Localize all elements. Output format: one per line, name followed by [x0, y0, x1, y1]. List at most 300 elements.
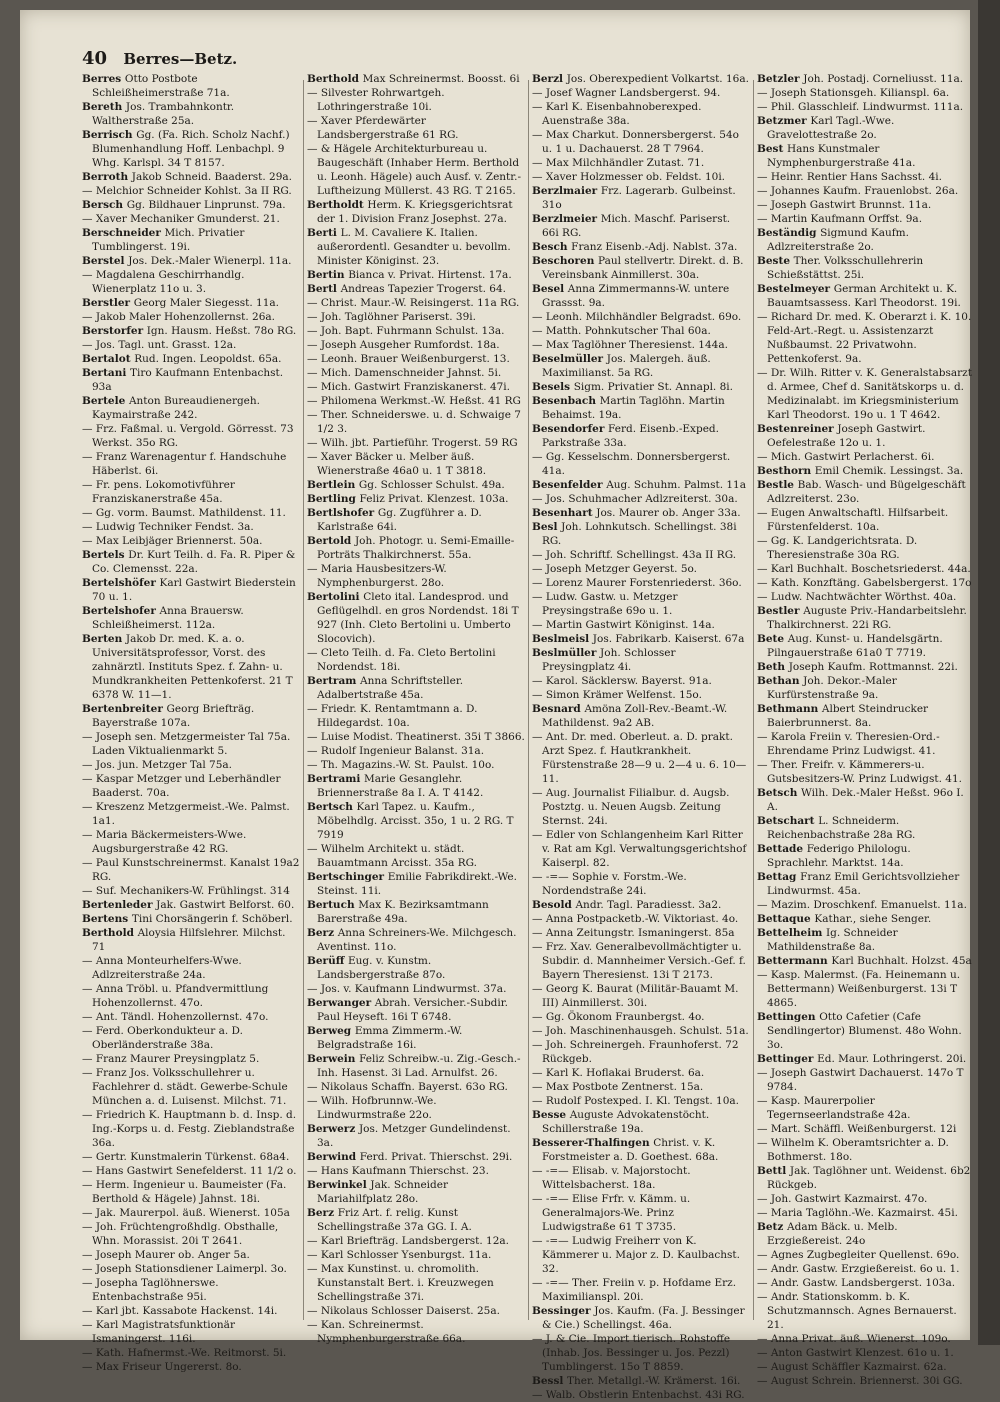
- entry-surname: Bettag: [757, 871, 801, 883]
- directory-entry: [532, 352, 750, 380]
- entry-surname: Besserer-Thalfingen: [532, 1137, 654, 1149]
- directory-entry: [757, 674, 975, 702]
- entry-details: Wilh. Dek.-Maler Heßst. 96o I. A.: [767, 787, 964, 813]
- entry-details: Ferd. Privat. Thierschst. 29i.: [359, 1151, 513, 1163]
- entry-surname: Bertuch: [307, 899, 359, 911]
- directory-entry: [757, 632, 975, 660]
- directory-entry: [82, 296, 300, 310]
- directory-entry: [82, 1066, 300, 1108]
- entry-surname: Besnard: [532, 703, 585, 715]
- entry-details: — Suf. Mechanikers-W. Frühlingst. 314: [82, 885, 290, 897]
- directory-entry: [307, 142, 525, 198]
- entry-details: Gg. (Fa. Rich. Scholz Nachf.) Blumenhandlung Hoff. Lenbachpl. 9 Whg. Karlspl. 34 T 8157.: [92, 129, 290, 169]
- directory-entry: [307, 114, 525, 142]
- entry-details: — Luise Modist. Theatinerst. 35i T 3866.: [307, 731, 525, 743]
- entry-details: Auguste Priv.-Handarbeitslehr. Thalkirchnerst. 22i RG.: [767, 605, 967, 631]
- entry-surname: Bersch: [82, 199, 127, 211]
- directory-entry: [757, 254, 975, 282]
- directory-entry: [532, 912, 750, 926]
- directory-entry: [307, 590, 525, 646]
- entry-surname: Bertlein: [307, 479, 359, 491]
- entry-details: L. M. Cavaliere K. Italien. außerordentl. Gesandter u. bevollm. Minister Königinst. 23.: [317, 227, 511, 267]
- entry-details: Friz Art. f. relig. Kunst Schellingstraße 37a GG. I. A.: [317, 1207, 472, 1233]
- directory-entry: [757, 282, 975, 310]
- directory-entry: [82, 884, 300, 898]
- entry-details: — Anna Privat. äuß. Wienerst. 109o.: [757, 1333, 951, 1345]
- directory-entry: [307, 954, 525, 982]
- entry-details: Hans Kunstmaler Nymphenburgerstraße 41a.: [767, 143, 916, 169]
- entry-details: Dr. Kurt Teilh. d. Fa. R. Piper & Co. Clemensst. 22a.: [92, 549, 296, 575]
- entry-details: Anna Schriftsteller. Adalbertstraße 45a.: [317, 675, 464, 701]
- entry-details: — Joh. Taglöhner Pariserst. 39i.: [307, 311, 476, 323]
- entry-details: — Martin Gastwirt Königinst. 14a.: [532, 619, 715, 631]
- column-2: [307, 72, 525, 1345]
- entry-surname: Berwerz: [307, 1123, 359, 1135]
- directory-entry: [757, 562, 975, 576]
- entry-details: — Th. Magazins.-W. St. Paulst. 10o.: [307, 759, 495, 771]
- directory-entry: [82, 1262, 300, 1276]
- directory-entry: [532, 702, 750, 730]
- entry-details: — Jos. Tagl. unt. Grasst. 12a.: [82, 339, 237, 351]
- entry-details: Joh. Postadj. Corneliusst. 11a.: [803, 73, 964, 85]
- entry-details: Christ. v. K. Forstmeister a. D. Goethest. 68a.: [542, 1137, 719, 1163]
- entry-details: Joh. Schlosser Preysingplatz 4i.: [542, 647, 676, 673]
- entry-details: Georg Briefträg. Bayerstraße 107a.: [92, 703, 255, 729]
- directory-entry: [82, 828, 300, 856]
- directory-entry: [307, 492, 525, 506]
- directory-entry: [757, 212, 975, 226]
- directory-entry: [82, 758, 300, 772]
- entry-details: Jos. Malergeh. äuß. Maximilianst. 5a RG.: [542, 353, 711, 379]
- entry-details: Andreas Tapezier Trogerst. 64.: [340, 283, 507, 295]
- entry-details: Ther. Metallgl.-W. Krämerst. 16i.: [567, 1375, 741, 1387]
- directory-entry: [757, 142, 975, 170]
- entry-details: — Anna Zeitungstr. Ismaningerst. 85a: [532, 927, 735, 939]
- entry-details: Adam Bäck. u. Melb. Erzgießereist. 24o: [767, 1221, 898, 1247]
- directory-entry: [307, 1164, 525, 1178]
- entry-details: Mich. Maschf. Pariserst. 66i RG.: [542, 213, 731, 239]
- entry-details: Joh. Lohnkutsch. Schellingst. 38i RG.: [542, 521, 737, 547]
- entry-details: — Joh. Maschinenhausgeh. Schulst. 51a.: [532, 1025, 749, 1037]
- directory-entry: [757, 1332, 975, 1346]
- entry-details: — Ther. Schneiderswe. u. d. Schwaige 7 1/2 3.: [307, 409, 521, 435]
- directory-entry: [307, 926, 525, 954]
- directory-entry: [82, 100, 300, 128]
- entry-details: Emma Zimmerm.-W. Belgradstraße 16i.: [317, 1025, 463, 1051]
- directory-entry: [532, 982, 750, 1010]
- directory-entry: [532, 100, 750, 128]
- entry-details: Abrah. Versicher.-Subdir. Paul Heyseft. 16i T 6748.: [317, 997, 508, 1023]
- entry-details: Jos. Oberexpedient Volkartst. 16a.: [566, 73, 749, 85]
- entry-details: Anton Bureaudienergeh. Kaymairstraße 242.: [92, 395, 260, 421]
- entry-details: Emilie Fabrikdirekt.-We. Steinst. 11i.: [317, 871, 517, 897]
- directory-entry: [82, 1346, 300, 1360]
- directory-entry: [757, 170, 975, 184]
- directory-entry: [307, 268, 525, 282]
- entry-details: — Paul Kunstschreinermst. Kanalst 19a2 RG.: [82, 857, 300, 883]
- directory-entry: [82, 1248, 300, 1262]
- entry-details: Feliz Schreibw.-u. Zig.-Gesch.-Inh. Hasenst. 3i Lad. Arnulfst. 26.: [317, 1053, 521, 1079]
- directory-entry: [82, 604, 300, 632]
- entry-details: — Kaspar Metzger und Leberhändler Baaderst. 70a.: [82, 773, 281, 799]
- entry-details: Anna Schreiners-We. Milchgesch. Aventinst. 11o.: [317, 927, 517, 953]
- entry-details: Gg. Bildhauer Linprunst. 79a.: [126, 199, 286, 211]
- directory-entry: [82, 254, 300, 268]
- entry-details: Otto Postbote Schleißheimerstraße 71a.: [92, 73, 230, 99]
- directory-entry: [307, 996, 525, 1024]
- entry-details: — Kath. Hafnermst.-We. Reitmorst. 5i.: [82, 1347, 287, 1359]
- entry-details: — Ferd. Oberkondukteur a. D. Oberländerstraße 38a.: [82, 1025, 243, 1051]
- directory-entry: [307, 1262, 525, 1304]
- directory-entry: [532, 240, 750, 254]
- entry-details: Marie Gesanglehr. Briennerstraße 8a I. A. T 4142.: [317, 773, 484, 799]
- entry-details: — Karol. Säcklersw. Bayerst. 91a.: [532, 675, 712, 687]
- entry-surname: Beständig: [757, 227, 821, 239]
- entry-details: — Max Charkut. Donnersbergerst. 54o u. 1 u. Dachauerst. 28 T 7964.: [532, 129, 739, 155]
- column-rule: [303, 80, 304, 1320]
- entry-details: — Philomena Werkmst.-W. Heßst. 41 RG: [307, 395, 521, 407]
- entry-surname: Bertolini: [307, 591, 364, 603]
- entry-surname: Bertalot: [82, 353, 135, 365]
- directory-entry: [757, 1066, 975, 1094]
- entry-details: — Hans Kaufmann Thierschst. 23.: [307, 1165, 489, 1177]
- entry-surname: Betsch: [757, 787, 801, 799]
- entry-details: — Friedr. K. Rentamtmann a. D. Hildegardst. 10a.: [307, 703, 478, 729]
- entry-details: Sigmund Kaufm. Adlzreiterstraße 2o.: [767, 227, 909, 253]
- directory-entry: [532, 632, 750, 646]
- directory-entry: [82, 800, 300, 828]
- directory-entry: [757, 590, 975, 604]
- entry-details: — Wilh. jbt. Partieführ. Trogerst. 59 RG: [307, 437, 518, 449]
- directory-entry: [532, 338, 750, 352]
- entry-surname: Beslmüller: [532, 647, 601, 659]
- entry-details: — Nikolaus Schaffn. Bayerst. 63o RG.: [307, 1081, 508, 1093]
- entry-details: Aloysia Hilfslehrer. Milchst. 71: [92, 927, 286, 953]
- entry-surname: Berstler: [82, 297, 134, 309]
- entry-details: — Richard Dr. med. K. Oberarzt i. K. 10. Feld-Art.-Regt. u. Assistenzarzt Nußbaumst. 22 Privatwohn. Pettenkoferst. 9a.: [757, 311, 972, 365]
- directory-entry: [757, 926, 975, 954]
- directory-entry: [757, 506, 975, 534]
- directory-entry: [307, 744, 525, 758]
- entry-surname: Bertholdt: [307, 199, 368, 211]
- directory-entry: [82, 1276, 300, 1304]
- directory-entry: [82, 702, 300, 730]
- entry-details: Georg Maler Siegesst. 11a.: [133, 297, 279, 309]
- directory-entry: [307, 1150, 525, 1164]
- directory-entry: [532, 1388, 750, 1402]
- entry-details: — Simon Krämer Welfenst. 15o.: [532, 689, 702, 701]
- entry-details: — Melchior Schneider Kohlst. 3a II RG.: [82, 185, 292, 197]
- entry-surname: Bertling: [307, 493, 360, 505]
- entry-details: Jos. Fabrikarb. Kaiserst. 67a: [592, 633, 745, 645]
- entry-details: Eug. v. Kunstm. Landsbergerstraße 87o.: [317, 955, 446, 981]
- directory-entry: [532, 492, 750, 506]
- entry-surname: Berwein: [307, 1053, 360, 1065]
- directory-entry: [757, 86, 975, 100]
- entry-details: — Ther. Freifr. v. Kämmerers-u. Gutsbesitzers-W. Prinz Ludwigst. 41.: [757, 759, 962, 785]
- directory-entry: [532, 590, 750, 618]
- directory-entry: [532, 86, 750, 100]
- entry-details: Otto Cafetier (Cafe Sendlingertor) Blumenst. 48o Wohn. 3o.: [767, 1011, 962, 1051]
- directory-entry: [82, 352, 300, 366]
- directory-entry: [82, 982, 300, 1010]
- directory-entry: [307, 324, 525, 338]
- entry-details: Joh. Dekor.-Maler Kurfürstenstraße 9a.: [767, 675, 897, 701]
- directory-entry: [82, 520, 300, 534]
- entry-surname: Berweg: [307, 1025, 355, 1037]
- entry-details: — Mich. Damenschneider Jahnst. 5i.: [307, 367, 502, 379]
- entry-details: Mich. Privatier Tumblingerst. 19i.: [92, 227, 245, 253]
- directory-entry: [307, 1304, 525, 1318]
- directory-entry: [307, 506, 525, 534]
- entry-surname: Besch: [532, 241, 572, 253]
- entry-details: — Cleto Teilh. d. Fa. Cleto Bertolini Nordendst. 18i.: [307, 647, 496, 673]
- entry-details: — Andr. Gastw. Landsbergerst. 103a.: [757, 1277, 956, 1289]
- directory-entry: [307, 450, 525, 478]
- entry-surname: Betschart: [757, 815, 819, 827]
- directory-entry: [757, 1136, 975, 1164]
- directory-entry: [757, 954, 975, 968]
- entry-details: — Eugen Anwaltschaftl. Hilfsarbeit. Fürstenfelderst. 10a.: [757, 507, 949, 533]
- entry-surname: Bettinger: [757, 1053, 818, 1065]
- directory-entry: [307, 380, 525, 394]
- entry-surname: Bertens: [82, 913, 132, 925]
- entry-surname: Bertele: [82, 395, 129, 407]
- directory-entry: [307, 352, 525, 366]
- entry-details: Franz Emil Gerichtsvollzieher Lindwurmst. 45a.: [767, 871, 960, 897]
- entry-details: — Joh. Früchtengroßhdlg. Obsthalle, Whn. Morassist. 20i T 2641.: [82, 1221, 279, 1247]
- entry-details: Anna Brauersw. Schleißheimerst. 112a.: [92, 605, 244, 631]
- entry-surname: Bertani: [82, 367, 131, 379]
- directory-entry: [307, 86, 525, 114]
- entry-details: Anna Zimmermanns-W. untere Grassst. 9a.: [542, 283, 730, 309]
- directory-entry: [82, 898, 300, 912]
- entry-details: Ig. Schneider Mathildenstraße 8a.: [767, 927, 898, 953]
- entry-details: — Max Kunstinst. u. chromolith. Kunstanstalt Bert. i. Kreuzwegen Schellingstraße 37i.: [307, 1263, 494, 1303]
- entry-details: Ed. Maur. Lothringerst. 20i.: [817, 1053, 967, 1065]
- entry-details: — Frz. Faßmal. u. Vergold. Görresst. 73 Werkst. 35o RG.: [82, 423, 294, 449]
- entry-details: — Xaver Pferdewärter Landsbergerstraße 61 RG.: [307, 115, 459, 141]
- entry-surname: Beselmüller: [532, 353, 607, 365]
- entry-surname: Berschneider: [82, 227, 165, 239]
- entry-details: Aug. Kunst- u. Handelsgärtn. Pilngauerstraße 61a0 T 7719.: [767, 633, 943, 659]
- directory-entry: [757, 1192, 975, 1206]
- entry-details: — Jos. jun. Metzger Tal 75a.: [82, 759, 232, 771]
- directory-entry: [82, 310, 300, 324]
- directory-entry: [82, 1052, 300, 1066]
- directory-entry: [532, 520, 750, 548]
- entry-details: Auguste Advokatenstöcht. Schillerstraße 19a.: [542, 1109, 710, 1135]
- directory-entry: [532, 898, 750, 912]
- directory-entry: [82, 338, 300, 352]
- directory-entry: [757, 842, 975, 870]
- entry-surname: Bertelshofer: [82, 605, 160, 617]
- entry-surname: Bestenreiner: [757, 423, 838, 435]
- directory-entry: [532, 310, 750, 324]
- entry-details: — Josepha Taglöhnerswe. Entenbachstraße 95i.: [82, 1277, 219, 1303]
- directory-entry: [82, 128, 300, 170]
- entry-surname: Berüff: [307, 955, 348, 967]
- directory-entry: [532, 72, 750, 86]
- entry-details: Max Schreinermst. Boosst. 6i: [362, 73, 520, 85]
- entry-details: — Jakob Maler Hohenzollernst. 26a.: [82, 311, 276, 323]
- entry-surname: Berti: [307, 227, 341, 239]
- entry-details: — Nikolaus Schlosser Daiserst. 25a.: [307, 1305, 500, 1317]
- entry-surname: Bettaque: [757, 913, 815, 925]
- directory-entry: [757, 1010, 975, 1052]
- running-head: Berres—Betz.: [123, 50, 238, 68]
- entry-details: — Leonh. Brauer Weißenburgerst. 13.: [307, 353, 510, 365]
- entry-details: Karl Buchhalt. Holzst. 45a: [831, 955, 972, 967]
- directory-entry: [757, 758, 975, 786]
- entry-surname: Bertin: [307, 269, 349, 281]
- entry-details: — Max Leibjäger Briennerst. 50a.: [82, 535, 263, 547]
- directory-entry: [307, 870, 525, 898]
- directory-entry: [307, 296, 525, 310]
- directory-entry: [307, 1122, 525, 1150]
- directory-entry: [307, 72, 525, 86]
- entry-surname: Berrisch: [82, 129, 137, 141]
- directory-entry: [307, 562, 525, 590]
- entry-details: — Rudolf Ingenieur Balanst. 31a.: [307, 745, 485, 757]
- directory-entry: [532, 1234, 750, 1276]
- entry-details: — Leonh. Milchhändler Belgradst. 69o.: [532, 311, 742, 323]
- entry-surname: Betz: [757, 1221, 788, 1233]
- entry-surname: Betzmer: [757, 115, 811, 127]
- directory-entry: [757, 1248, 975, 1262]
- directory-entry: [757, 968, 975, 1010]
- directory-entry: [82, 954, 300, 982]
- entry-details: — Gertr. Kunstmalerin Türkenst. 68a4.: [82, 1151, 290, 1163]
- directory-entry: [532, 282, 750, 310]
- entry-surname: Berwanger: [307, 997, 375, 1009]
- entry-details: — Lorenz Maurer Forstenriederst. 36o.: [532, 577, 742, 589]
- book-spine: [978, 0, 1000, 1345]
- directory-entry: [532, 1332, 750, 1374]
- column-rule: [528, 80, 529, 1320]
- directory-entry: [757, 1220, 975, 1248]
- entry-details: Jak. Taglöhner unt. Weidenst. 6b2 Rückgeb.: [767, 1165, 971, 1191]
- directory-entry: [82, 1304, 300, 1318]
- entry-details: — Ludw. Nachtwächter Wörthst. 40a.: [757, 591, 957, 603]
- entry-surname: Bessinger: [532, 1305, 595, 1317]
- directory-entry: [307, 702, 525, 730]
- directory-entry: [307, 800, 525, 842]
- entry-details: Emil Chemik. Lessingst. 3a.: [814, 465, 964, 477]
- directory-entry: [532, 1038, 750, 1066]
- entry-details: Amöna Zoll-Rev.-Beamt.-W. Mathildenst. 9a2 AB.: [542, 703, 728, 729]
- entry-details: Gg. Schlosser Schulst. 49a.: [358, 479, 505, 491]
- directory-entry: [307, 674, 525, 702]
- directory-entry: [532, 730, 750, 786]
- entry-surname: Beth: [757, 661, 789, 673]
- directory-entry: [307, 898, 525, 926]
- directory-entry: [307, 1094, 525, 1122]
- directory-entry: [82, 632, 300, 702]
- directory-entry: [757, 898, 975, 912]
- entry-surname: Berstorfer: [82, 325, 147, 337]
- entry-details: — Xaver Bäcker u. Melber äuß. Wienerstraße 46a0 u. 1 T 3818.: [307, 451, 487, 477]
- directory-entry: [532, 688, 750, 702]
- entry-details: Andr. Tagl. Paradiesst. 3a2.: [575, 899, 722, 911]
- directory-entry: [307, 366, 525, 380]
- entry-details: — Anton Gastwirt Klenzest. 61o u. 1.: [757, 1347, 954, 1359]
- directory-entry: [532, 184, 750, 212]
- directory-entry: [532, 1304, 750, 1332]
- entry-details: — Mich. Gastwirt Franziskanerst. 47i.: [307, 381, 511, 393]
- entry-details: — Gg. vorm. Baumst. Mathildenst. 11.: [82, 507, 286, 519]
- directory-entry: [82, 1024, 300, 1052]
- entry-surname: Beste: [757, 255, 794, 267]
- directory-entry: [532, 422, 750, 450]
- directory-entry: [757, 184, 975, 198]
- entry-details: Jos. Kaufm. (Fa. J. Bessinger & Cie.) Schellingst. 46a.: [542, 1305, 745, 1331]
- column-rule: [753, 80, 754, 1320]
- entry-details: Bianca v. Privat. Hirtenst. 17a.: [348, 269, 512, 281]
- entry-details: — Kasp. Maurerpolier Tegernseerlandstraße 42a.: [757, 1095, 911, 1121]
- directory-entry: [307, 408, 525, 436]
- directory-entry: [307, 1052, 525, 1080]
- directory-entry: [532, 618, 750, 632]
- entry-details: — Josef Wagner Landsbergerst. 94.: [532, 87, 721, 99]
- directory-entry: [757, 422, 975, 450]
- entry-details: Jak. Schneider Mariahilfplatz 28o.: [317, 1179, 448, 1205]
- entry-details: — Karl jbt. Kassabote Hackenst. 14i.: [82, 1305, 278, 1317]
- directory-entry: [757, 1122, 975, 1136]
- entry-surname: Bestelmeyer: [757, 283, 834, 295]
- directory-entry: [757, 576, 975, 590]
- entry-details: — Aug. Journalist Filialbur. d. Augsb. Postztg. u. Neuen Augsb. Zeitung Sternst. 24i.: [532, 787, 730, 827]
- entry-details: Federigo Philologu. Sprachlehr. Marktst. 14a.: [767, 843, 911, 869]
- directory-entry: [82, 506, 300, 520]
- entry-surname: Berz: [307, 1207, 338, 1219]
- directory-entry: [82, 1010, 300, 1024]
- directory-entry: [307, 842, 525, 870]
- directory-entry: [532, 1164, 750, 1192]
- directory-entry: [307, 730, 525, 744]
- entry-details: Aug. Schuhm. Palmst. 11a: [606, 479, 746, 491]
- entry-details: — J. & Cie. Import tierisch. Rohstoffe (Inhab. Jos. Bessinger u. Jos. Pezzl) Tumblingerst. 15o T 8859.: [532, 1333, 731, 1373]
- entry-details: Karl Gastwirt Biederstein 70 u. 1.: [92, 577, 296, 603]
- entry-surname: Bestle: [757, 479, 798, 491]
- entry-details: Ther. Volksschullehrerin Schießstättst. 25i.: [767, 255, 924, 281]
- entry-details: — Joseph Stationsgeh. Kilianspl. 6a.: [757, 87, 950, 99]
- directory-entry: [532, 478, 750, 492]
- directory-entry: [532, 1080, 750, 1094]
- entry-details: — Silvester Rohrwartgeh. Lothringerstraße 10i.: [307, 87, 445, 113]
- entry-surname: Bettermann: [757, 955, 832, 967]
- entry-surname: Bertlshofer: [307, 507, 378, 519]
- entry-details: — Friedrich K. Hauptmann b. d. Insp. d. Ing.-Korps u. d. Festg. Zieblandstraße 36a.: [82, 1109, 297, 1149]
- directory-entry: [82, 1206, 300, 1220]
- entry-details: Karl Tagl.-Wwe. Gravelottestraße 2o.: [767, 115, 895, 141]
- entry-details: — Gg. Kesselschm. Donnersbergerst. 41a.: [532, 451, 731, 477]
- entry-details: L. Schneiderm. Reichenbachstraße 28a RG.: [767, 815, 916, 841]
- directory-entry: [532, 1192, 750, 1234]
- directory-entry: [532, 1374, 750, 1388]
- directory-entry: [82, 212, 300, 226]
- entry-details: German Architekt u. K. Bauamtsassess. Karl Theodorst. 19i.: [767, 283, 961, 309]
- entry-details: — Joseph sen. Metzgermeister Tal 75a. Laden Viktualienmarkt 5.: [82, 731, 291, 757]
- directory-entry: [307, 394, 525, 408]
- entry-surname: Bertelshöfer: [82, 577, 160, 589]
- directory-entry: [82, 170, 300, 184]
- entry-details: — Kath. Konzftäng. Gabelsbergerst. 17o: [757, 577, 972, 589]
- entry-surname: Besels: [532, 381, 574, 393]
- directory-entry: [757, 464, 975, 478]
- directory-entry: [532, 646, 750, 674]
- directory-entry: [757, 310, 975, 366]
